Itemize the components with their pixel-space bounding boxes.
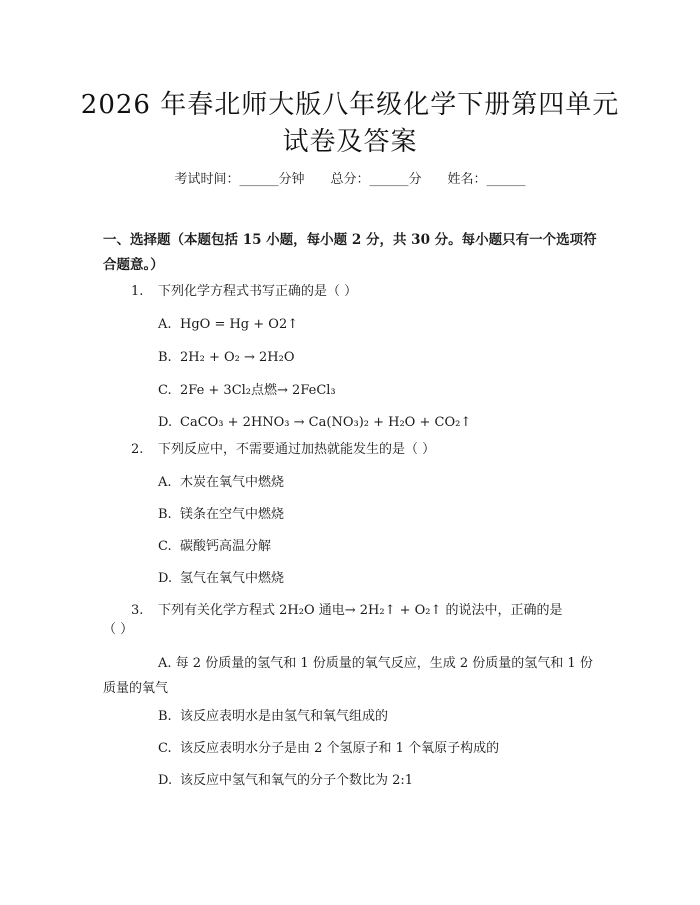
option-label: C. [158, 539, 172, 554]
option-2b [158, 506, 284, 524]
option-label: B. [158, 709, 172, 724]
question-number: 3. [131, 603, 144, 618]
question-text: 下列反应中，不需要通过加热就能发生的是（ ） [158, 442, 436, 457]
option-label: C. [158, 741, 172, 756]
option-label: B. [158, 350, 172, 365]
option-text: 木炭在氧气中燃烧 [180, 475, 285, 490]
option-text: HgO = Hg + O2↑ [180, 317, 299, 332]
option-text: 该反应表明水是由氢气和氧气组成的 [180, 709, 389, 724]
option-2d [158, 570, 284, 588]
option-label: C. [158, 383, 172, 398]
option-label: B. [158, 507, 172, 522]
question-3-cont: （ ） [103, 622, 134, 637]
page-title-line1: 2026 年春北师大版八年级化学下册第四单元 [80, 90, 620, 120]
question-text: 下列有关化学方程式 2H₂O 通电→ 2H₂↑ + O₂↑ 的说法中，正确的是 [158, 603, 563, 618]
option-1d [158, 414, 471, 432]
exam-name: 姓名：______ [447, 172, 526, 187]
option-text: 每 2 份质量的氢气和 1 份质量的氧气反应，生成 2 份质量的氢气和 1 份质量的氧气 [103, 656, 593, 696]
exam-info [0, 168, 700, 187]
option-1a [158, 316, 298, 334]
exam-score: 总分：______分 [330, 172, 422, 187]
option-label: A. [158, 656, 172, 671]
exam-time: 考试时间：______分钟 [174, 172, 305, 187]
option-label: D. [158, 415, 173, 430]
option-text: 2H₂ + O₂ → 2H₂O [180, 350, 295, 365]
question-number: 2. [131, 442, 144, 457]
option-3b [158, 708, 388, 726]
section-heading: 一、选择题（本题包括 15 小题，每小题 2 分，共 30 分。每小题只有一个选项符合题意。） [103, 232, 597, 273]
option-2c [158, 538, 271, 556]
option-3d [158, 772, 413, 790]
option-label: A. [158, 475, 172, 490]
option-3c [158, 740, 499, 758]
option-text: 碳酸钙高温分解 [180, 539, 272, 554]
page-title-line2: 试卷及答案 [282, 127, 418, 157]
question-text: 下列化学方程式书写正确的是（ ） [158, 284, 358, 299]
option-text: 该反应中氢气和氧气的分子个数比为 2:1 [180, 773, 414, 788]
option-label: D. [158, 773, 173, 788]
option-label: D. [158, 571, 173, 586]
option-text: 镁条在空气中燃烧 [180, 507, 285, 522]
option-text: CaCO₃ + 2HNO₃ → Ca(NO₃)₂ + H₂O + CO₂↑ [180, 415, 472, 430]
option-text: 该反应表明水分子是由 2 个氢原子和 1 个氧原子构成的 [180, 741, 500, 756]
option-2a [158, 474, 284, 492]
option-1c [158, 382, 336, 400]
option-label: A. [158, 317, 172, 332]
question-number: 1. [131, 284, 144, 299]
option-text: 氢气在氧气中燃烧 [180, 571, 285, 586]
option-text: 2Fe + 3Cl₂点燃→ 2FeCl₃ [180, 383, 336, 398]
option-1b [158, 349, 294, 367]
option-3a [103, 651, 593, 701]
